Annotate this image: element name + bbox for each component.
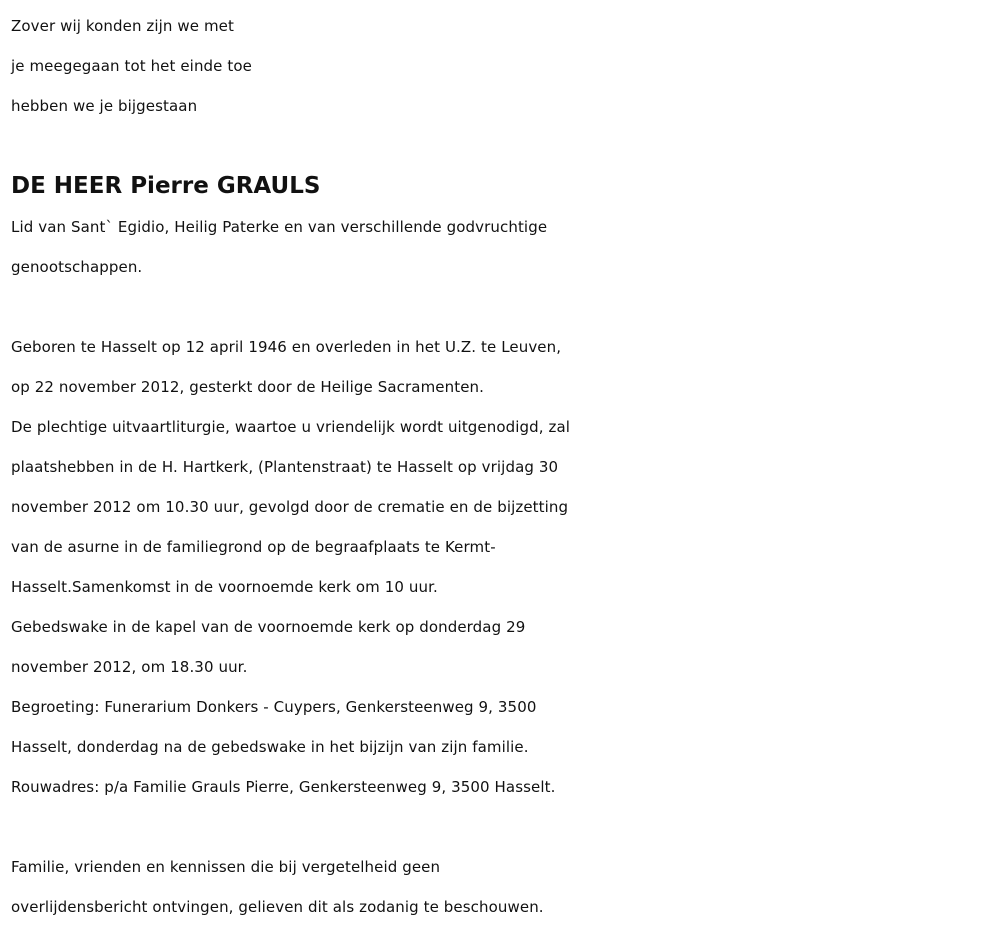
text-line: De plechtige uitvaartliturgie, waartoe u vriendelijk wordt uitgenodigd, zal — [11, 418, 571, 436]
spacer — [11, 807, 996, 847]
spacer — [11, 287, 996, 327]
notice-body — [11, 327, 996, 807]
text-line: plaatshebben in de H. Hartkerk, (Plantenstraat) te Hasselt op vrijdag 30 — [11, 458, 559, 476]
text-line: Gebedswake in de kapel van de voornoemde kerk op donderdag 29 — [11, 618, 526, 636]
text-line: Begroeting: Funerarium Donkers - Cuypers, Genkersteenweg 9, 3500 — [11, 698, 537, 716]
text-line: Familie, vrienden en kennissen die bij vergetelheid geen — [11, 858, 441, 876]
text-line: op 22 november 2012, gesterkt door de Heilige Sacramenten. — [11, 378, 485, 396]
text-line: november 2012 om 10.30 uur, gevolgd door de crematie en de bijzetting — [11, 498, 569, 516]
poem-line: je meegegaan tot het einde toe — [11, 57, 252, 75]
text-line: Lid van Sant` Egidio, Heilig Paterke en van verschillende godvruchtige — [11, 218, 548, 236]
text-line: Hasselt, donderdag na de gebedswake in het bijzijn van zijn familie. — [11, 738, 529, 756]
membership-text — [11, 207, 996, 287]
deceased-name: DE HEER Pierre GRAULS — [11, 173, 321, 199]
poem-line: hebben we je bijgestaan — [11, 97, 198, 115]
poem — [11, 6, 996, 126]
text-line: van de asurne in de familiegrond op de begraafplaats te Kermt- — [11, 538, 496, 556]
obituary-notice — [11, 6, 996, 927]
poem-line: Zover wij konden zijn we met — [11, 17, 234, 35]
text-line: Hasselt.Samenkomst in de voornoemde kerk om 10 uur. — [11, 578, 438, 596]
text-line: Geboren te Hasselt op 12 april 1946 en overleden in het U.Z. te Leuven, — [11, 338, 562, 356]
closing-text — [11, 847, 996, 927]
text-line: overlijdensbericht ontvingen, gelieven dit als zodanig te beschouwen. — [11, 898, 544, 916]
text-line: genootschappen. — [11, 258, 143, 276]
text-line: Rouwadres: p/a Familie Grauls Pierre, Genkersteenweg 9, 3500 Hasselt. — [11, 778, 556, 796]
text-line: november 2012, om 18.30 uur. — [11, 658, 248, 676]
